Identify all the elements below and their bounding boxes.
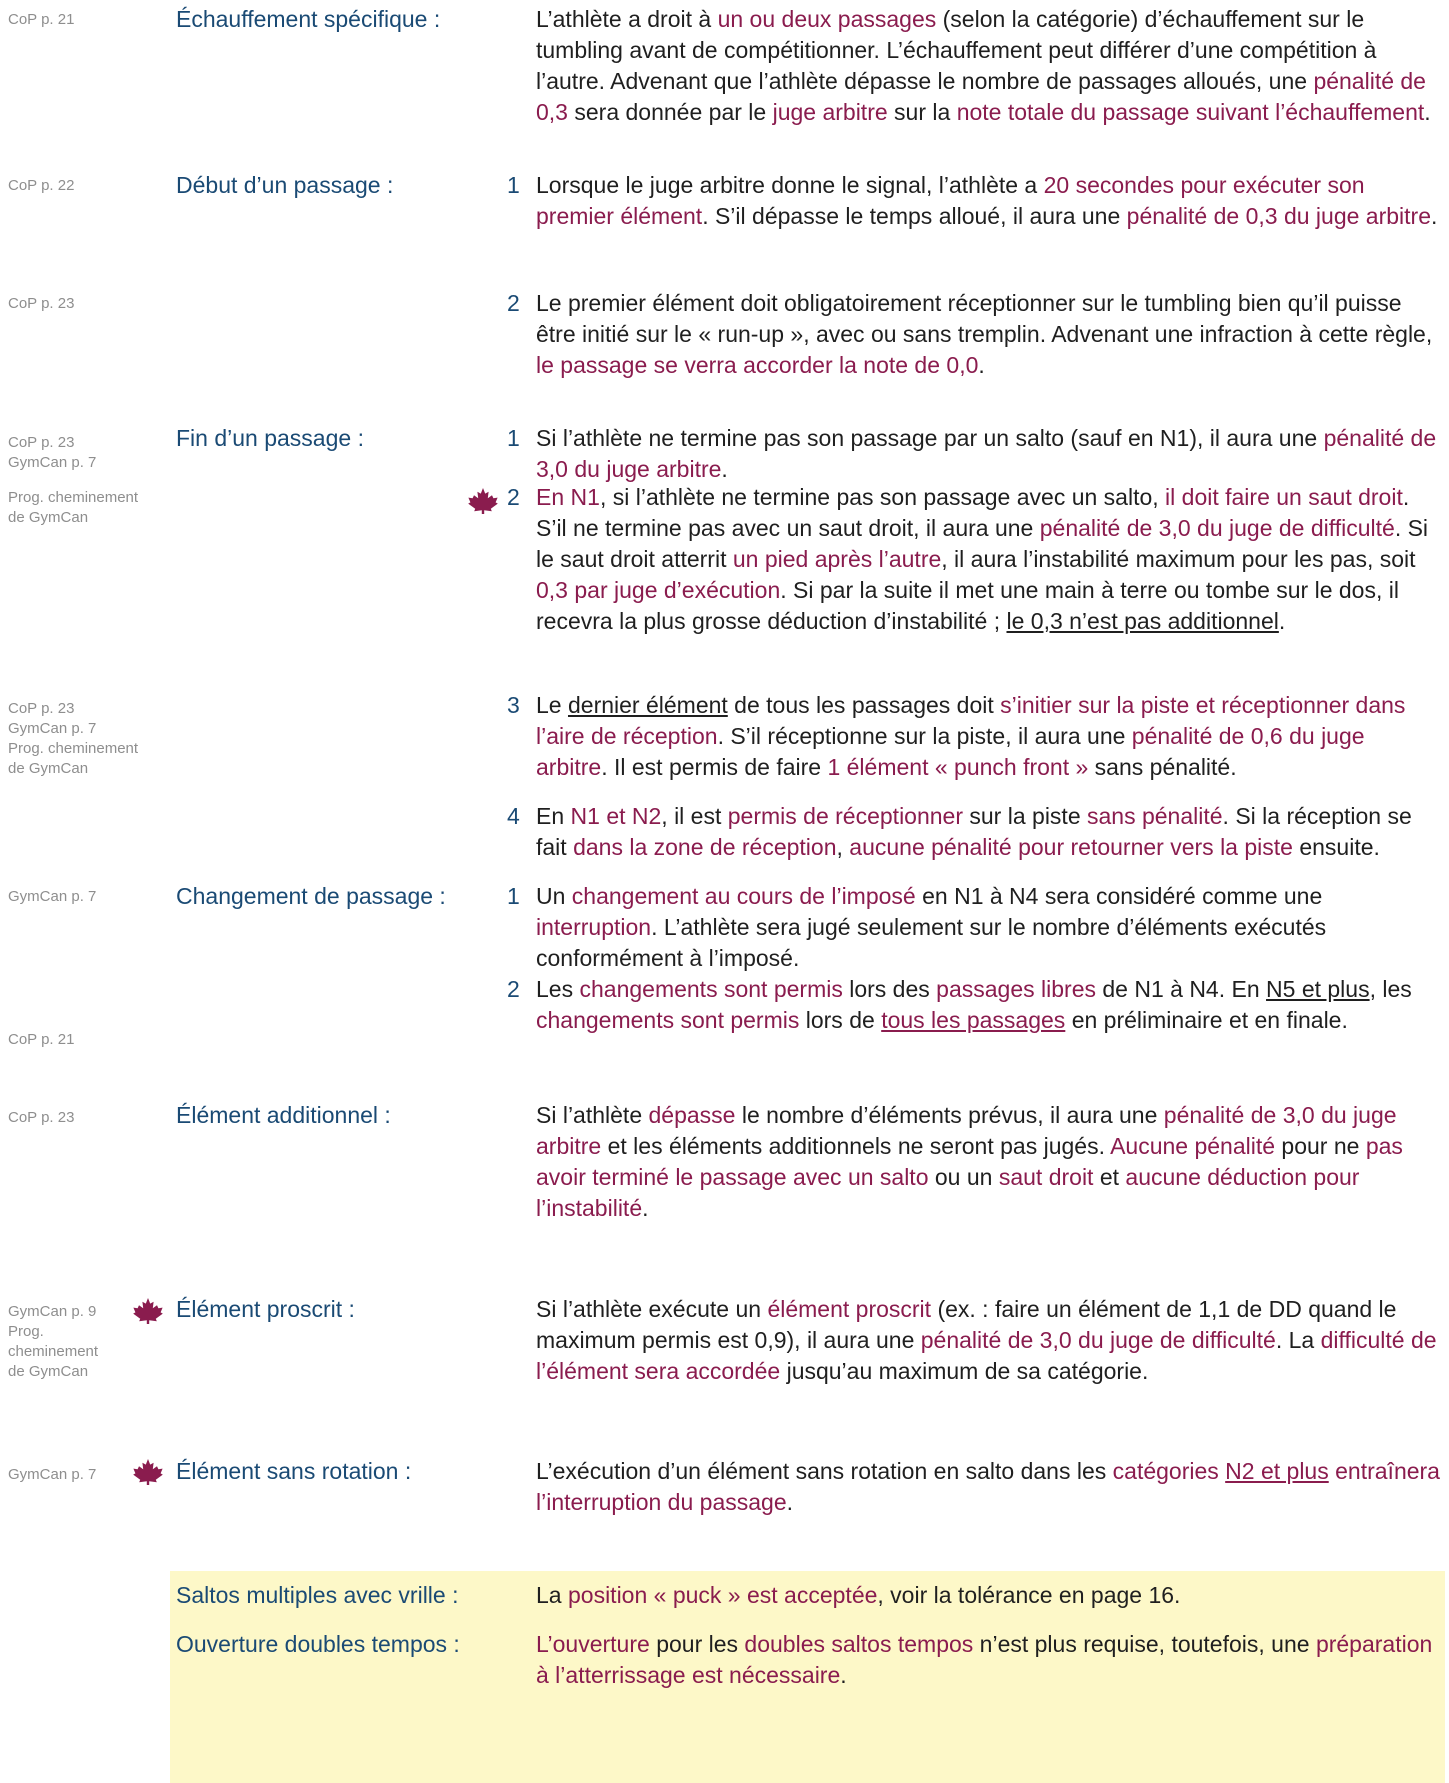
highlighted-phrase: catégories: [1112, 1458, 1226, 1484]
reference-note: CoP p. 23: [8, 1109, 75, 1126]
reference-note: CoP p. 21: [8, 11, 75, 28]
reference-note: GymCan p. 7: [8, 1466, 97, 1483]
highlighted-phrase: N1 et N2: [570, 803, 662, 829]
section-heading-ouverture: Ouverture doubles tempos :: [176, 1631, 460, 1657]
reference-note: CoP p. 23 GymCan p. 7 Prog. cheminement de GymCan: [8, 700, 139, 777]
item-number: 3: [507, 692, 520, 718]
highlighted-phrase: note totale du passage suivant l’échauffement: [956, 99, 1425, 125]
highlighted-phrase: En N1: [536, 484, 600, 510]
highlighted-phrase: changement au cours de l’imposé: [571, 883, 916, 909]
highlighted-phrase: saut droit: [998, 1164, 1094, 1190]
reference-note: CoP p. 23 GymCan p. 7: [8, 434, 97, 471]
highlighted-phrase: pénalité de 0,6 du juge arbitre: [536, 723, 1365, 780]
section-body-additionnel: Si l’athlète dépasse le nombre d’éléments prévus, il aura une pénalité de 3,0 du juge arbitre et les éléments additionnels ne seront pas jugés. Aucune pénalité pour ne pas avoir terminé le passage avec un salto ou un saut droit et aucune déduction pour l’instabilité.: [536, 1102, 1403, 1221]
highlighted-phrase: dans la zone de réception: [573, 834, 837, 860]
maple-leaf-icon: [468, 488, 498, 514]
section-heading-proscrit: Élément proscrit :: [176, 1296, 355, 1322]
rule-item: En N1 et N2, il est permis de réceptionner sur la piste sans pénalité. Si la réception se fait dans la zone de réception, aucune pénalité pour retourner vers la piste ensuite.: [536, 803, 1412, 860]
section-heading-fin: Fin d’un passage :: [176, 425, 364, 451]
highlighted-phrase: préparation à l’atterrissage est nécessaire: [536, 1631, 1433, 1688]
highlighted-phrase: 0,3 par juge d’exécution: [536, 577, 781, 603]
item-number: 2: [507, 976, 520, 1002]
section-heading-echauffement: Échauffement spécifique :: [176, 6, 441, 32]
highlighted-phrase: pénalité de 3,0 du juge de difficulté: [920, 1327, 1276, 1353]
highlighted-phrase: élément proscrit: [767, 1296, 932, 1322]
section-heading-sans-rotation: Élément sans rotation :: [176, 1458, 412, 1484]
highlighted-phrase: doubles saltos tempos: [744, 1631, 974, 1657]
section-body-proscrit: Si l’athlète exécute un élément proscrit (ex. : faire un élément de 1,1 de DD quand le maximum permis est 0,9), il aura une pénalité de 3,0 du juge de difficulté. La difficulté de l’élément sera accordée jusqu’au maximum de sa catégorie.: [536, 1296, 1437, 1384]
item-number: 2: [507, 484, 520, 510]
rule-item: Lorsque le juge arbitre donne le signal, l’athlète a 20 secondes pour exécuter son premier élément. S’il dépasse le temps alloué, il aura une pénalité de 0,3 du juge arbitre.: [536, 172, 1438, 229]
highlighted-phrase: sans pénalité: [1087, 803, 1223, 829]
reference-note: GymCan p. 7: [8, 888, 97, 905]
rule-item: Le dernier élément de tous les passages doit s’initier sur la piste et réceptionner dans l’aire de réception. S’il réceptionne sur la piste, il aura une pénalité de 0,6 du juge arbitre. Il est permis de faire 1 élément « punch front » sans pénalité.: [536, 692, 1406, 780]
rule-item: Si l’athlète ne termine pas son passage par un salto (sauf en N1), il aura une pénalité de 3,0 du juge arbitre.: [536, 425, 1437, 482]
highlighted-phrase: le passage se verra accorder la note de 0,0: [536, 352, 979, 378]
reference-note: Prog. cheminement de GymCan: [8, 489, 139, 526]
highlighted-phrase: difficulté de l’élément sera accordée: [536, 1327, 1437, 1384]
reference-note: CoP p. 22: [8, 177, 75, 194]
section-body-saltos-vrille: La position « puck » est acceptée, voir la tolérance en page 16.: [536, 1582, 1181, 1608]
rule-item: En N1, si l’athlète ne termine pas son passage avec un salto, il doit faire un saut droit. S’il ne termine pas avec un saut droit, il aura une pénalité de 3,0 du juge de difficulté. Si le saut droit atterrit un pied après l’autre, il aura l’instabilité maximum pour les pas, soit 0,3 par juge d’exécution. Si par la suite il met une main à terre ou tombe sur le dos, il recevra la plus grosse déduction d’instabilité ; le 0,3 n’est pas additionnel.: [536, 484, 1429, 634]
maple-leaf-icon: [133, 1459, 163, 1485]
highlighted-phrase: interruption: [536, 914, 652, 940]
highlighted-underlined-phrase: N2 et plus: [1225, 1458, 1329, 1484]
highlighted-phrase: dépasse: [648, 1102, 736, 1128]
highlighted-phrase: un pied après l’autre: [732, 546, 942, 572]
highlighted-phrase: 20 secondes pour exécuter son premier élément: [536, 172, 1365, 229]
highlighted-phrase: il doit faire un saut droit: [1165, 484, 1403, 510]
section-heading-debut: Début d’un passage :: [176, 172, 394, 198]
item-number: 1: [507, 425, 520, 451]
maple-leaf-icon: [133, 1298, 163, 1324]
highlighted-phrase: pénalité de 0,3 du juge arbitre: [1126, 203, 1431, 229]
highlighted-phrase: juge arbitre: [772, 99, 888, 125]
highlighted-phrase: permis de réceptionner: [727, 803, 963, 829]
highlighted-phrase: position « puck » est acceptée: [567, 1582, 878, 1608]
item-number: 4: [507, 803, 520, 829]
rule-item: Les changements sont permis lors des passages libres de N1 à N4. En N5 et plus, les changements sont permis lors de tous les passages en préliminaire et en finale.: [536, 976, 1412, 1033]
section-body-echauffement: L’athlète a droit à un ou deux passages (selon la catégorie) d’échauffement sur le tumbling avant de compétitionner. L’échauffement peut différer d’une compétition à l’autre. Advenant que l’athlète dépasse le nombre de passages alloués, une pénalité de 0,3 sera donnée par le juge arbitre sur la note totale du passage suivant l’échauffement.: [536, 6, 1431, 125]
item-number: 1: [507, 172, 520, 198]
highlighted-phrase: pénalité de 3,0 du juge arbitre: [536, 1102, 1397, 1159]
reference-note: GymCan p. 9 Prog. cheminement de GymCan: [8, 1303, 99, 1380]
section-body-sans-rotation: L’exécution d’un élément sans rotation en salto dans les catégories N2 et plus entraînera l’interruption du passage.: [536, 1458, 1440, 1515]
highlighted-phrase: aucune pénalité pour retourner vers la piste: [849, 834, 1293, 860]
highlighted-phrase: L’ouverture: [536, 1631, 650, 1657]
highlighted-phrase: changements sont permis: [536, 1007, 800, 1033]
reference-note: CoP p. 23: [8, 295, 75, 312]
item-number: 1: [507, 883, 520, 909]
highlighted-phrase: entraînera l’interruption du passage: [536, 1458, 1440, 1515]
highlighted-phrase: s’initier sur la piste et réceptionner dans l’aire de réception: [536, 692, 1406, 749]
section-body-ouverture: L’ouverture pour les doubles saltos tempos n’est plus requise, toutefois, une préparation à l’atterrissage est nécessaire.: [536, 1631, 1433, 1688]
highlighted-phrase: un ou deux passages: [717, 6, 937, 32]
highlighted-phrase: pénalité de 3,0 du juge de difficulté: [1039, 515, 1395, 541]
highlighted-phrase: pénalité de 0,3: [536, 68, 1426, 125]
highlighted-underlined-phrase: tous les passages: [881, 1007, 1066, 1033]
highlighted-phrase: aucune déduction pour l’instabilité: [536, 1164, 1360, 1221]
section-heading-additionnel: Élément additionnel :: [176, 1102, 391, 1128]
underlined-phrase: dernier élément: [567, 692, 728, 718]
underlined-phrase: N5 et plus: [1266, 976, 1370, 1002]
underlined-phrase: le 0,3 n’est pas additionnel: [1006, 608, 1279, 634]
highlighted-phrase: 1 élément « punch front »: [827, 754, 1089, 780]
highlighted-phrase: Aucune pénalité: [1110, 1133, 1276, 1159]
rule-item: Le premier élément doit obligatoirement réceptionner sur le tumbling bien qu’il puisse être initié sur le « run-up », avec ou sans tremplin. Advenant une infraction à cette règle, le passage se verra accorder la note de 0,0.: [536, 290, 1433, 378]
section-heading-changement: Changement de passage :: [176, 883, 446, 909]
reference-note: CoP p. 21: [8, 1031, 75, 1048]
rule-item: Un changement au cours de l’imposé en N1 à N4 sera considéré comme une interruption. L’athlète sera jugé seulement sur le nombre d’éléments exécutés conformément à l’imposé.: [536, 883, 1327, 971]
highlighted-phrase: pas avoir terminé le passage avec un salto: [536, 1133, 1403, 1190]
section-heading-saltos-vrille: Saltos multiples avec vrille :: [176, 1582, 459, 1608]
highlighted-phrase: pénalité de 3,0 du juge arbitre: [536, 425, 1437, 482]
highlighted-phrase: changements sont permis: [579, 976, 843, 1002]
item-number: 2: [507, 290, 520, 316]
highlighted-phrase: passages libres: [936, 976, 1096, 1002]
